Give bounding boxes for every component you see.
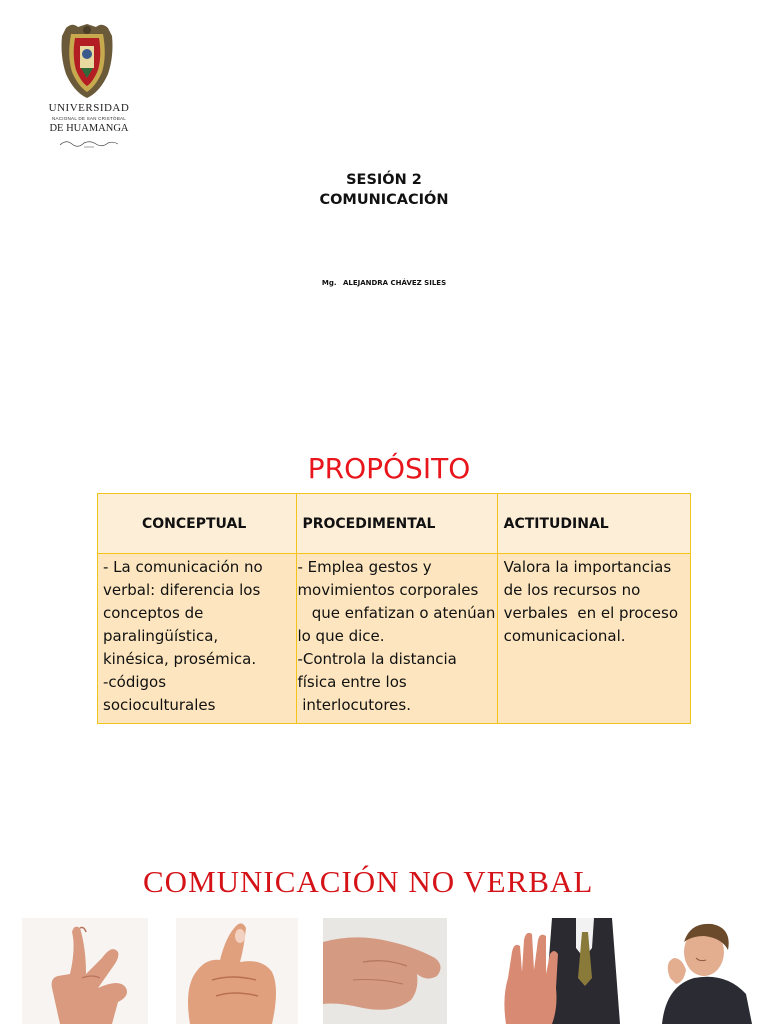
text-line: verbal: diferencia los <box>103 581 261 599</box>
text-line: - La comunicación no <box>103 558 263 576</box>
text-line: verbales en el proceso <box>503 604 679 622</box>
text-line: -Controla la distancia <box>297 650 457 668</box>
session-topic: COMUNICACIÓN <box>319 192 449 208</box>
column-header-conceptual: CONCEPTUAL <box>98 494 297 554</box>
author-title: Mg. <box>321 279 337 287</box>
thinking-man-icon <box>642 918 760 1024</box>
text-line: movimientos corporales <box>297 581 479 599</box>
text-line: - Emplea gestos y <box>297 558 432 576</box>
text-line: lo que dice. <box>297 627 385 645</box>
university-name-line3: DE HUAMANGA <box>49 123 129 134</box>
open-hand-icon <box>323 918 447 1024</box>
session-title <box>0 170 768 210</box>
text-line: comunicacional. <box>503 627 626 645</box>
fist-icon <box>176 918 298 1024</box>
cell-actitudinal <box>497 554 690 724</box>
university-name-line1: UNIVERSIDAD <box>48 102 130 114</box>
stop-hand-icon <box>502 918 644 1024</box>
session-number: SESIÓN 2 <box>346 172 422 188</box>
text-line: paralingüística, <box>103 627 219 645</box>
thinking-man-photo <box>642 918 760 1024</box>
proposito-heading: PROPÓSITO <box>307 452 471 485</box>
nonverbal-heading: COMUNICACIÓN NO VERBAL <box>143 864 594 899</box>
table-header-row <box>98 494 691 554</box>
column-header-actitudinal: ACTITUDINAL <box>497 494 690 554</box>
purpose-table <box>97 493 691 724</box>
crossed-fingers-photo <box>22 918 148 1024</box>
open-hand-photo <box>323 918 447 1024</box>
cell-procedimental <box>297 554 497 724</box>
text-line: física entre los <box>297 673 407 691</box>
author-line <box>0 279 768 287</box>
crossed-fingers-icon <box>22 918 148 1024</box>
university-motto-signature-icon <box>58 137 120 149</box>
text-line: -códigos <box>103 673 167 691</box>
text-line: que enfatizan o atenúan <box>297 604 496 622</box>
text-line: interlocutores. <box>297 696 411 714</box>
table-row <box>98 554 691 724</box>
university-name-line2: NACIONAL DE SAN CRISTÓBAL <box>51 116 126 121</box>
text-line: Valora la importancias <box>503 558 672 576</box>
text-line: kinésica, prosémica. <box>103 650 257 668</box>
text-line: socioculturales <box>103 696 216 714</box>
fist-photo <box>176 918 298 1024</box>
text-line: conceptos de <box>103 604 204 622</box>
column-header-procedimental: PROCEDIMENTAL <box>297 494 497 554</box>
stop-hand-photo <box>502 918 644 1024</box>
university-seal-icon <box>58 22 116 100</box>
author-name: ALEJANDRA CHÁVEZ SILES <box>342 279 447 287</box>
cell-conceptual <box>98 554 297 724</box>
text-line: de los recursos no <box>503 581 641 599</box>
